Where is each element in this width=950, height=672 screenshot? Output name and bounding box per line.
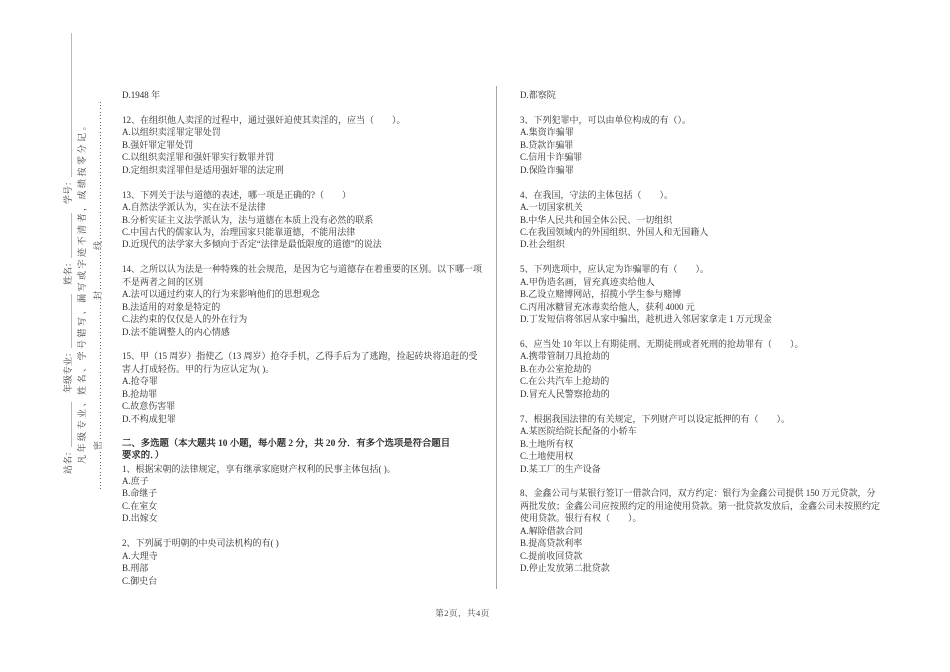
text-line: B.抢劫罪	[122, 388, 158, 399]
question-block	[520, 89, 898, 101]
text-line: C.在我国领域内的外国组织、外国人和无国籍人	[520, 226, 709, 237]
text-line: C.信用卡诈骗罪	[520, 152, 583, 163]
text-line: A.庶子	[122, 475, 149, 486]
text-line: 4、在我国，守法的主体包括（ ）。	[520, 189, 674, 200]
question-block	[122, 350, 498, 425]
text-line: A.集资诈骗罪	[520, 127, 574, 138]
text-line: 13、下列关于法与道德的表述，哪一项是正确的?（ ）	[122, 189, 351, 200]
right-question-column	[520, 89, 898, 575]
text-line: C.丙用冰糖冒充冰毒卖给他人，获利 4000 元	[520, 301, 695, 312]
question-block	[122, 89, 498, 101]
text-line: A.法可以通过约束人的行为来影响他们的思想观念	[122, 289, 320, 300]
text-line: D.出嫁女	[122, 513, 158, 524]
text-line: B.命继子	[122, 488, 158, 499]
text-line: D.1948 年	[122, 90, 160, 100]
text-line: A.以组织卖淫罪定罪处罚	[122, 127, 221, 138]
text-line: 14、之所以认为法是一种特殊的社会规范，是因为它与道德存在着重要的区别。以下哪一项	[122, 264, 483, 275]
zero-score-warning: 凡年级专业、姓名、学号错写、漏写或字迹不清者，成绩按零分记。	[77, 118, 87, 464]
text-line: 8、金鑫公司与某银行签订一借款合同，双方约定：银行为金鑫公司提供 150 万元贷款，分	[520, 488, 876, 499]
text-line: D.丁发短信将邻居从家中骗出，趁机进入邻居家拿走 1 万元现金	[520, 314, 772, 325]
text-line: 要求的．）	[122, 451, 165, 462]
section-header	[122, 438, 498, 463]
question-block	[122, 463, 498, 525]
text-line: B.在办公室抢劫的	[520, 363, 592, 374]
text-line: C.中国古代的儒家认为，治理国家只能靠道德，不能用法律	[122, 226, 356, 237]
text-line: 6、应当处 10 年以上有期徒刑、无期徒刑或者死刑的抢劫罪有（ ）。	[520, 339, 804, 349]
text-line: B.刑部	[122, 563, 149, 574]
text-line: D.法不能调整人的内心情感	[122, 326, 230, 337]
left-question-column	[122, 89, 498, 587]
question-block	[520, 263, 898, 325]
text-line: D.冒充人民警察抢劫的	[520, 388, 610, 399]
text-line: 3、下列犯罪中，可以由单位构成的有（）。	[520, 114, 692, 125]
text-line: B.法适用的对象是特定的	[122, 301, 221, 312]
text-line: 7、根据我国法律的有关规定，下列财产可以设定抵押的有（ ）。	[520, 413, 791, 424]
text-line: B.贷款诈骗罪	[520, 139, 574, 150]
text-line: A.大理寺	[122, 550, 158, 561]
text-line: 2、下列属于明朝的中央司法机构的有( )	[122, 538, 279, 549]
text-line: 不是两者之间的区别	[122, 276, 204, 287]
text-line: C.提前收回贷款	[520, 550, 583, 561]
text-line: 二、多选题（本大题共 10 小题，每小题 2 分，共 20 分．有多个选项是符合题目	[122, 438, 451, 449]
text-line: B.乙设立赌博网站，招揽小学生参与赌博	[520, 289, 682, 300]
text-line: D.近现代的法学家大多倾向于否定“法律是最低限度的道德”的说法	[122, 239, 382, 250]
text-line: 两批发放；金鑫公司应按照约定的用途使用贷款。第一批贷款发放后，金鑫公司未按照约定	[520, 500, 881, 511]
text-line: B.中华人民共和国全体公民、一切组织	[520, 214, 673, 225]
text-line: C.在公共汽车上抢劫的	[520, 376, 610, 387]
text-line: 5、下列选项中，应认定为诈骗罪的有（ ）。	[520, 264, 710, 275]
text-line: C.故意伤害罪	[122, 401, 176, 412]
text-line: A.自然法学派认为，实在法不是法律	[122, 202, 266, 213]
text-line: A.某医院给院长配备的小轿车	[520, 426, 637, 437]
text-line: D.不构成犯罪	[122, 413, 176, 424]
text-line: C.以组织卖淫罪和强奸罪实行数罪并罚	[122, 152, 275, 163]
question-block	[520, 114, 898, 176]
text-line: A.携带管制刀具抢劫的	[520, 351, 610, 362]
text-line: D.都察院	[520, 90, 556, 100]
text-line: B.提高贷款利率	[520, 538, 583, 549]
text-line: 15、甲（15 周岁）指使乙（13 周岁）抢夺手机，乙得手后为了逃跑，捡起砖块将追赶的受	[122, 351, 478, 362]
text-line: 1、根据宋朝的法律规定，享有继承家庭财产权利的民事主体包括( )。	[122, 463, 396, 474]
seal-fold-line: …………密……………………………………封…………线……………………………………	[93, 99, 103, 490]
text-line: D.停止发放第二批贷款	[520, 563, 610, 574]
student-info-fields: 站名：＿＿＿＿＿ 年级专业：＿＿＿＿＿＿ 姓名：＿＿＿＿＿ 学号：＿＿＿＿＿＿＿＿＿＿＿＿＿＿＿＿	[63, 32, 73, 474]
text-line: A.甲伪造名画，冒充真迹卖给他人	[520, 276, 655, 287]
question-block	[520, 189, 898, 251]
text-line: D.定组织卖淫罪但是适用强奸罪的法定刑	[122, 164, 284, 175]
question-block	[122, 537, 498, 587]
page-number: 第2页，共4页	[435, 608, 490, 618]
text-line: 使用贷款。银行有权（ ）。	[520, 513, 642, 524]
text-line: D.社会组织	[520, 239, 565, 250]
text-line: C.御史台	[122, 575, 158, 586]
question-block	[520, 413, 898, 475]
text-line: B.土地所有权	[520, 438, 574, 449]
text-line: A.解除借款合同	[520, 525, 583, 536]
text-line: C.土地使用权	[520, 451, 574, 462]
question-block	[520, 487, 898, 574]
text-line: D.某工厂的生产设备	[520, 463, 601, 474]
question-block	[122, 114, 498, 176]
text-line: 12、在组织他人卖淫的过程中，通过强奸迫使其卖淫的，应当（ ）。	[122, 114, 406, 125]
text-line: A.抢夺罪	[122, 376, 158, 387]
text-line: 害人打成轻伤。甲的行为应认定为( )。	[122, 363, 275, 374]
text-line: B.强奸罪定罪处罚	[122, 139, 194, 150]
text-line: B.分析实证主义法学派认为，法与道德在本质上没有必然的联系	[122, 214, 374, 225]
text-line: A.一切国家机关	[520, 202, 583, 213]
text-line: D.保险诈骗罪	[520, 164, 574, 175]
question-block	[122, 263, 498, 338]
text-line: C.法约束的仅仅是人的外在行为	[122, 314, 248, 325]
text-line: C.在室女	[122, 500, 158, 511]
question-block	[122, 189, 498, 251]
question-block	[520, 338, 898, 400]
